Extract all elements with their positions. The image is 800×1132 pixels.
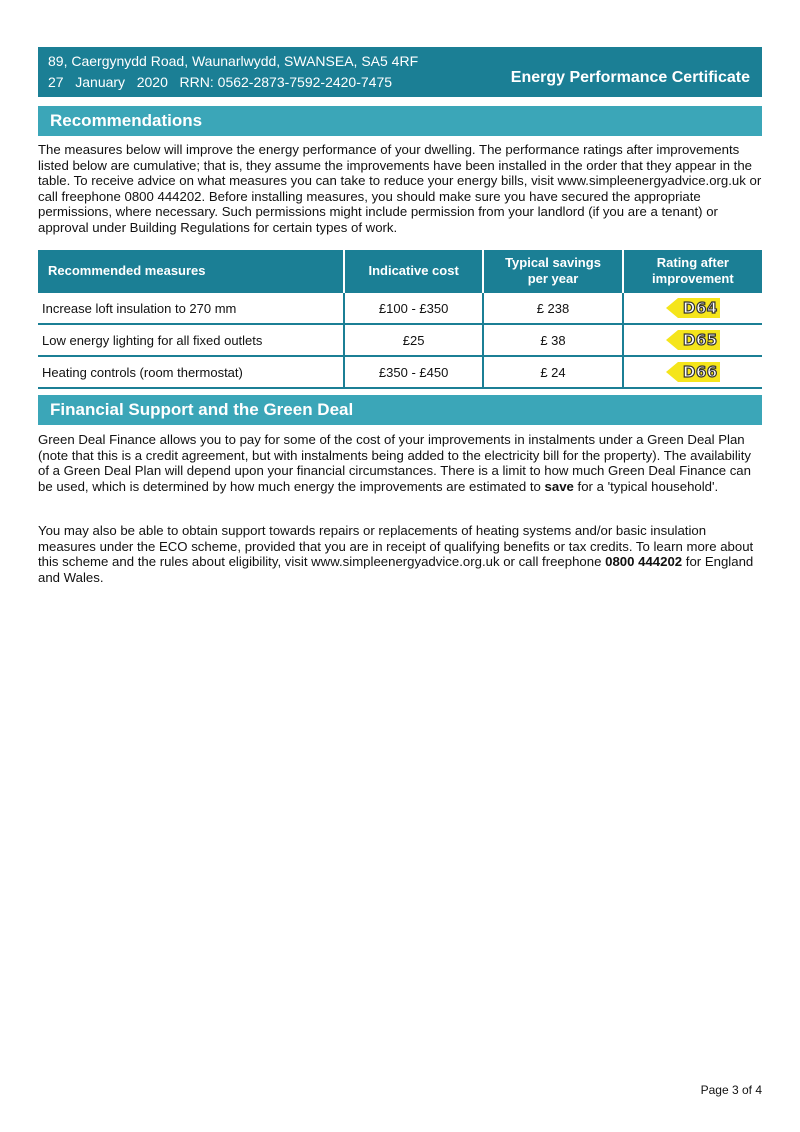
financial-para-1-bold: save: [544, 478, 574, 494]
rating-arrow: [666, 330, 720, 350]
financial-para-1-text: Green Deal Finance allows you to pay for some of the cost of your improvements in instalments under a Green Deal Plan (note that this is a credit agreement, but with instalments being added to the electricity bill for the property). The availability of a Green Deal Plan will depend upon your financial circumstances. There is a limit to how much Green Deal Finance can be used, which is determined by how much energy the improvements are estimated to: [38, 432, 751, 494]
financial-para-2-end: for England and Wales.: [38, 554, 754, 585]
financial-para-2-bold: 0800 444202: [605, 554, 683, 570]
measure-cell: Increase loft insulation to 270 mm: [38, 292, 344, 324]
certificate-date: 27 January 2020: [48, 74, 168, 90]
measure-cell: Low energy lighting for all fixed outlets: [38, 324, 344, 356]
financial-para-2: [38, 523, 764, 585]
rating-cell: [623, 324, 762, 356]
rating-label: D64: [682, 299, 718, 317]
col-savings: [483, 250, 623, 292]
table-row: [38, 292, 762, 324]
financial-heading: [38, 395, 762, 425]
col-cost: Indicative cost: [344, 250, 483, 292]
rating-arrow: [666, 298, 720, 318]
rating-label: D66: [682, 363, 718, 381]
table-row: [38, 324, 762, 356]
col-rating: [623, 250, 762, 292]
savings-cell: £ 238: [483, 292, 623, 324]
rating-arrow: [666, 362, 720, 382]
measure-cell: Heating controls (room thermostat): [38, 356, 344, 388]
savings-cell: £ 24: [483, 356, 623, 388]
certificate-header: [38, 47, 762, 97]
property-address: 89, Caergynydd Road, Waunarlwydd, SWANSEA, SA5 4RF: [48, 53, 419, 69]
cost-cell: £350 - £450: [344, 356, 483, 388]
rating-cell: [623, 292, 762, 324]
col-measures: Recommended measures: [38, 250, 344, 292]
rating-label: D65: [682, 331, 718, 349]
rrn-number: RRN: 0562-2873-7592-2420-7475: [179, 74, 393, 90]
cost-cell: £25: [344, 324, 483, 356]
certificate-title: Energy Performance Certificate: [510, 69, 750, 86]
financial-para-2-text: You may also be able to obtain support towards repairs or replacements of heating systems and/or basic insulation measures under the ECO scheme, provided that you are in receipt of qualifying benefits or tax credits. To learn more about this scheme and the rules about eligibility, visit www.simpleenergyadvice.org.uk or call freephone: [38, 523, 754, 570]
recommendations-title: Recommendations: [50, 111, 203, 130]
date-rrn: [48, 74, 392, 90]
table-header-row: [38, 250, 762, 292]
recommendations-table: [38, 250, 762, 389]
col-savings-label: Typical savings per year: [505, 254, 601, 286]
financial-para-1: [38, 432, 764, 494]
table-row: [38, 356, 762, 388]
page-number: Page 3 of 4: [700, 1083, 762, 1097]
rating-cell: [623, 356, 762, 388]
recommendations-heading: [38, 106, 762, 136]
financial-para-1-end: for a 'typical household'.: [573, 478, 719, 494]
financial-title: Financial Support and the Green Deal: [50, 400, 354, 419]
recommendations-intro: The measures below will improve the energy performance of your dwelling. The performance ratings after improvements listed below are cumulative; that is, they assume the improvements have been installed in the order that they appear in the table. To receive advice on what measures you can take to reduce your energy bills, visit www.simpleenergyadvice.org.uk or call freephone 0800 444202. Before installing measures, you should make sure you have secured the appropriate permissions, where necessary. Such permissions might include permission from your landlord (if you are a tenant) or approval under Building Regulations for certain types of work.: [38, 142, 762, 235]
col-rating-label: Rating after improvement: [652, 254, 734, 286]
savings-cell: £ 38: [483, 324, 623, 356]
cost-cell: £100 - £350: [344, 292, 483, 324]
